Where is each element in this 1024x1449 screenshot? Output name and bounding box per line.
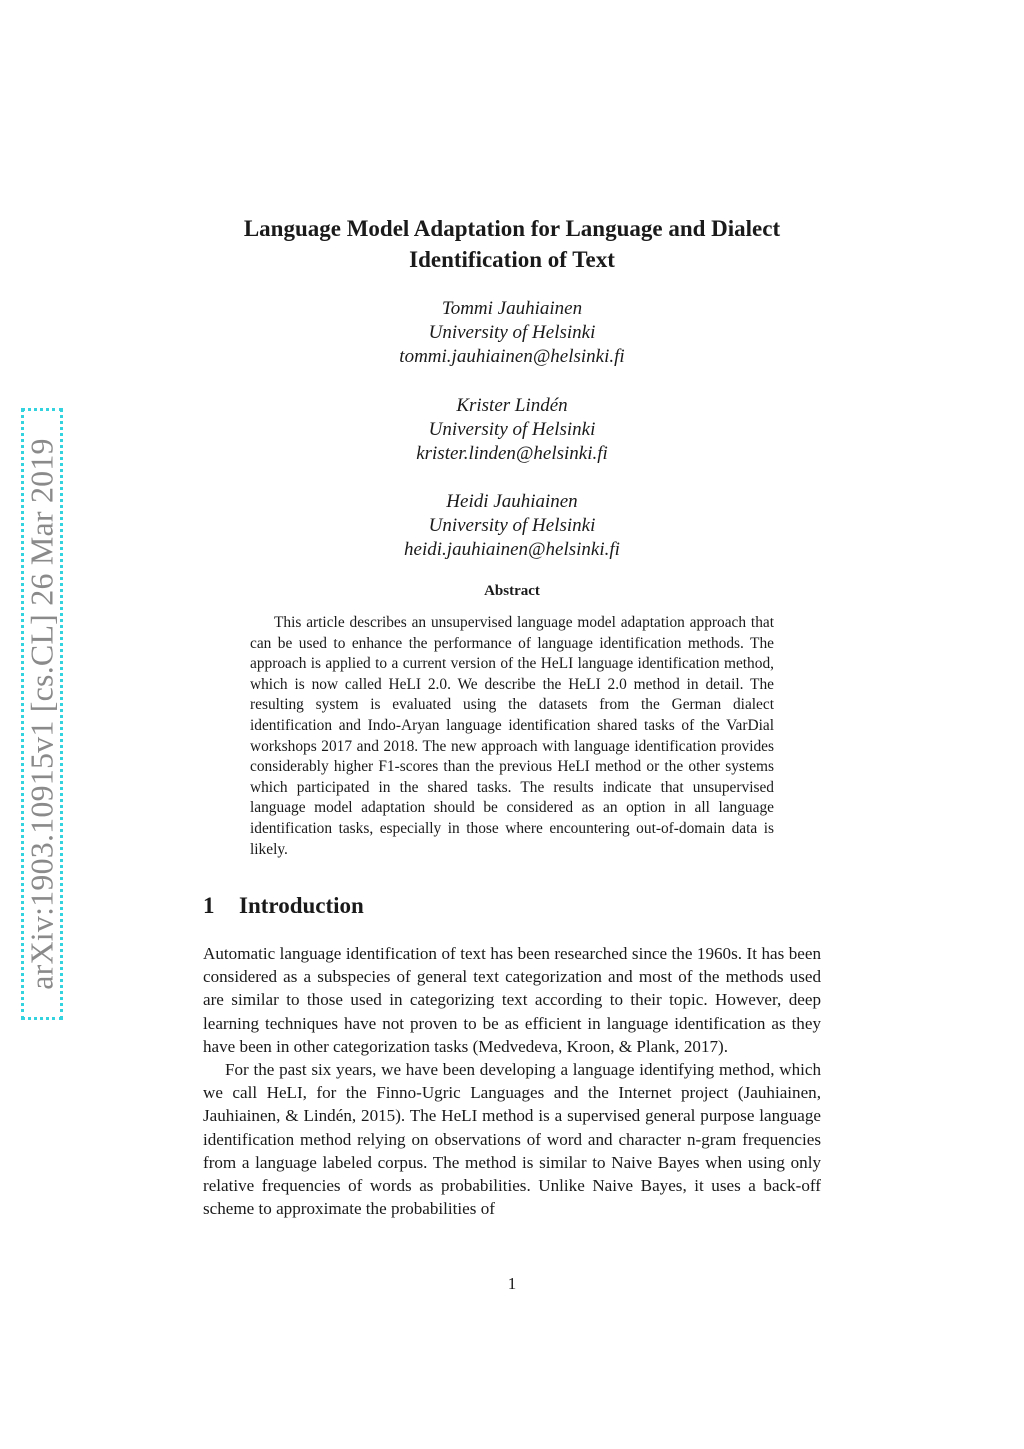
author-name: Tommi Jauhiainen bbox=[441, 298, 583, 319]
author-affiliation: University of Helsinki bbox=[428, 322, 596, 343]
author-block-1 bbox=[312, 297, 712, 369]
author-email[interactable]: heidi.jauhiainen@helsinki.fi bbox=[404, 539, 620, 560]
paragraph-1: Automatic language identification of text has been researched since the 1960s. It has been considered as a subspecies of general text categorization and most of the methods used are similar to those used in categorizing text according to their topic. However, deep learning techniques have not proven to be as efficient in language identification as they have been in other categorization tasks (Medvedeva, Kroon, & Plank, 2017). bbox=[203, 944, 821, 1056]
author-block-2 bbox=[312, 394, 712, 466]
paper-title bbox=[180, 213, 844, 275]
section-heading bbox=[203, 893, 364, 919]
abstract-heading: Abstract bbox=[484, 583, 540, 599]
section-title: Introduction bbox=[239, 893, 364, 918]
arxiv-identifier[interactable]: arXiv:1903.10915v1 [cs.CL] 26 Mar 2019 bbox=[23, 438, 60, 990]
author-block-3 bbox=[312, 490, 712, 562]
title-line-1: Language Model Adaptation for Language and Dialect bbox=[243, 216, 781, 241]
paragraph-2: For the past six years, we have been developing a language identifying method, which we call HeLI, for the Finno-Ugric Languages and the Internet project (Jauhiainen, Jauhiainen, & Lindén, 2015). The HeLI method is a supervised general purpose language identification method relying on observations of word and character n-gram frequencies from a language labeled corpus. The method is similar to Naive Bayes when using only relative frequencies of words as probabilities. Unlike Naive Bayes, it uses a back-off scheme to approximate the probabilities of bbox=[203, 1060, 821, 1219]
title-line-2: Identification of Text bbox=[409, 247, 615, 272]
author-email[interactable]: krister.linden@helsinki.fi bbox=[416, 443, 608, 464]
author-name: Krister Lindén bbox=[456, 395, 568, 416]
author-name: Heidi Jauhiainen bbox=[446, 491, 578, 512]
section-number: 1 bbox=[203, 893, 215, 918]
page-number: 1 bbox=[507, 1274, 517, 1293]
author-affiliation: University of Helsinki bbox=[428, 419, 596, 440]
abstract-text: This article describes an unsupervised language model adaptation approach that can be used to enhance the performance of language identification methods. The approach is applied to a current version of the HeLI language identification method, which is now called HeLI 2.0. We describe the HeLI 2.0 method in detail. The resulting system is evaluated using the datasets from the German dialect identification and Indo-Aryan language identification shared tasks of the VarDial workshops 2017 and 2018. The new approach with language identification provides considerably higher F1-scores than the previous HeLI method or the other systems which participated in the shared tasks. The results indicate that unsupervised language model adaptation should be considered as an option in all language identification tasks, especially in those where encountering out-of-domain data is likely. bbox=[250, 614, 774, 858]
author-affiliation: University of Helsinki bbox=[428, 515, 596, 536]
body-text bbox=[203, 942, 821, 1220]
author-email[interactable]: tommi.jauhiainen@helsinki.fi bbox=[399, 346, 625, 367]
